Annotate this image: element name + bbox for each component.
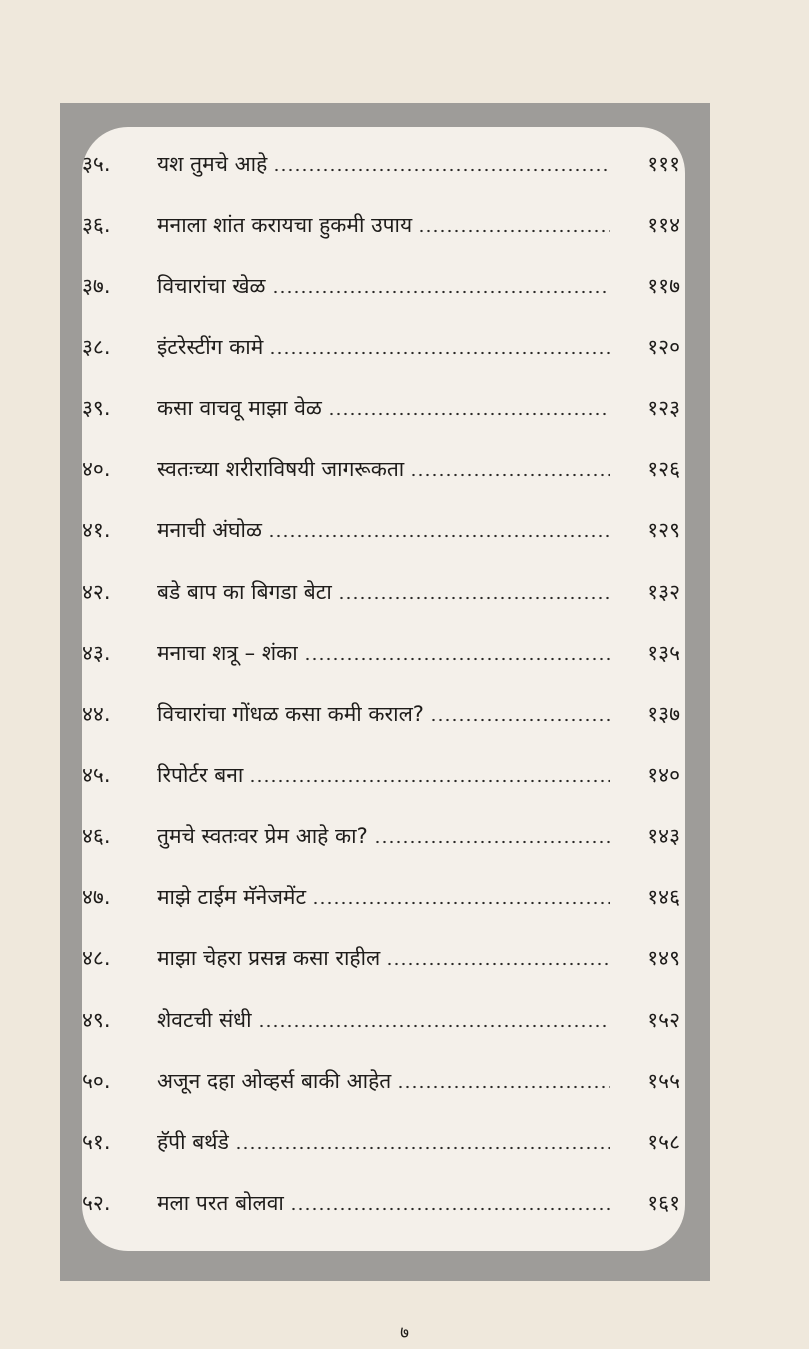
toc-entry — [82, 133, 680, 194]
dot-leader — [386, 962, 610, 966]
toc-entry — [82, 500, 680, 561]
table-of-contents — [82, 133, 680, 1234]
chapter-title: बडे बाप का बिगडा बेटा — [157, 579, 332, 604]
page-number: ७ — [400, 1323, 409, 1343]
chapter-page-number: १२० — [647, 334, 680, 359]
chapter-page-number: १४३ — [647, 824, 680, 849]
toc-entry — [82, 683, 680, 744]
chapter-page-number: १६१ — [647, 1190, 680, 1215]
chapter-title: अजून दहा ओव्हर्स बाकी आहेत — [157, 1068, 392, 1093]
toc-entry — [82, 867, 680, 928]
chapter-page-number: १५८ — [647, 1129, 680, 1154]
chapter-page-number: १४० — [647, 762, 680, 787]
toc-entry — [82, 255, 680, 316]
chapter-number: ३९. — [82, 396, 111, 421]
chapter-number: ३६. — [82, 212, 111, 237]
chapter-title: यश तुमचे आहे — [157, 151, 268, 176]
chapter-title: रिपोर्टर बना — [157, 762, 244, 787]
chapter-title: हॅपी बर्थडे — [157, 1129, 229, 1154]
chapter-number: ३५. — [82, 151, 111, 176]
chapter-number: ४५. — [82, 762, 111, 787]
dot-leader — [290, 1207, 610, 1211]
chapter-number: ४७. — [82, 885, 111, 910]
chapter-number: ३७. — [82, 273, 111, 298]
chapter-title: माझा चेहरा प्रसन्न कसा राहील — [157, 946, 381, 971]
toc-entry — [82, 622, 680, 683]
toc-entry — [82, 561, 680, 622]
chapter-title: माझे टाईम मॅनेजमेंट — [157, 885, 307, 910]
chapter-page-number: १३२ — [647, 579, 680, 604]
chapter-number: ५०. — [82, 1068, 111, 1093]
toc-entry — [82, 1050, 680, 1111]
dot-leader — [312, 901, 610, 905]
chapter-number: ४६. — [82, 824, 111, 849]
chapter-title: इंटरेस्टींग कामे — [157, 334, 264, 359]
chapter-number: ४०. — [82, 457, 111, 482]
chapter-page-number: १२९ — [647, 518, 680, 543]
dot-leader — [418, 229, 610, 233]
toc-entry — [82, 378, 680, 439]
dot-leader — [268, 534, 610, 538]
toc-entry — [82, 1172, 680, 1233]
chapter-title: विचारांचा खेळ — [157, 273, 266, 298]
chapter-page-number: ११७ — [647, 273, 680, 298]
chapter-page-number: ११४ — [647, 212, 680, 237]
chapter-title: शेवटची संधी — [157, 1007, 252, 1032]
chapter-number: ४१. — [82, 518, 111, 543]
chapter-page-number: १४६ — [647, 885, 680, 910]
chapter-title: विचारांचा गोंधळ कसा कमी कराल? — [157, 701, 424, 726]
dot-leader — [397, 1085, 610, 1089]
dot-leader — [430, 718, 610, 722]
chapter-page-number: १११ — [647, 151, 680, 176]
chapter-page-number: १२६ — [647, 457, 680, 482]
chapter-number: ३८. — [82, 334, 111, 359]
chapter-number: ४३. — [82, 640, 111, 665]
chapter-number: ५१. — [82, 1129, 111, 1154]
toc-entry — [82, 989, 680, 1050]
dot-leader — [338, 596, 610, 600]
dot-leader — [272, 290, 610, 294]
dot-leader — [328, 412, 610, 416]
toc-entry — [82, 806, 680, 867]
chapter-page-number: १२३ — [647, 396, 680, 421]
chapter-page-number: १३७ — [647, 701, 680, 726]
dot-leader — [273, 168, 610, 172]
dot-leader — [304, 657, 610, 661]
chapter-number: ५२. — [82, 1190, 111, 1215]
chapter-page-number: १५२ — [647, 1007, 680, 1032]
chapter-title: कसा वाचवू माझा वेळ — [157, 396, 322, 421]
dot-leader — [258, 1024, 610, 1028]
chapter-title: स्वतःच्या शरीराविषयी जागरूकता — [157, 457, 405, 482]
toc-entry — [82, 316, 680, 377]
chapter-page-number: १५५ — [647, 1068, 680, 1093]
chapter-title: मनाची अंघोळ — [157, 518, 262, 543]
dot-leader — [249, 779, 610, 783]
chapter-title: मनाचा शत्रू – शंका — [157, 640, 298, 665]
chapter-number: ४४. — [82, 701, 111, 726]
chapter-title: मनाला शांत करायचा हुकमी उपाय — [157, 212, 413, 237]
chapter-title: तुमचे स्वतःवर प्रेम आहे का? — [157, 824, 368, 849]
dot-leader — [374, 840, 610, 844]
toc-entry — [82, 194, 680, 255]
chapter-page-number: १३५ — [647, 640, 680, 665]
toc-entry — [82, 928, 680, 989]
chapter-title: मला परत बोलवा — [157, 1190, 284, 1215]
chapter-number: ४२. — [82, 579, 111, 604]
dot-leader — [410, 473, 610, 477]
toc-entry — [82, 744, 680, 805]
dot-leader — [269, 351, 610, 355]
toc-entry — [82, 1111, 680, 1172]
chapter-number: ४९. — [82, 1007, 111, 1032]
toc-entry — [82, 439, 680, 500]
dot-leader — [235, 1146, 610, 1150]
chapter-page-number: १४९ — [647, 946, 680, 971]
chapter-number: ४८. — [82, 946, 111, 971]
